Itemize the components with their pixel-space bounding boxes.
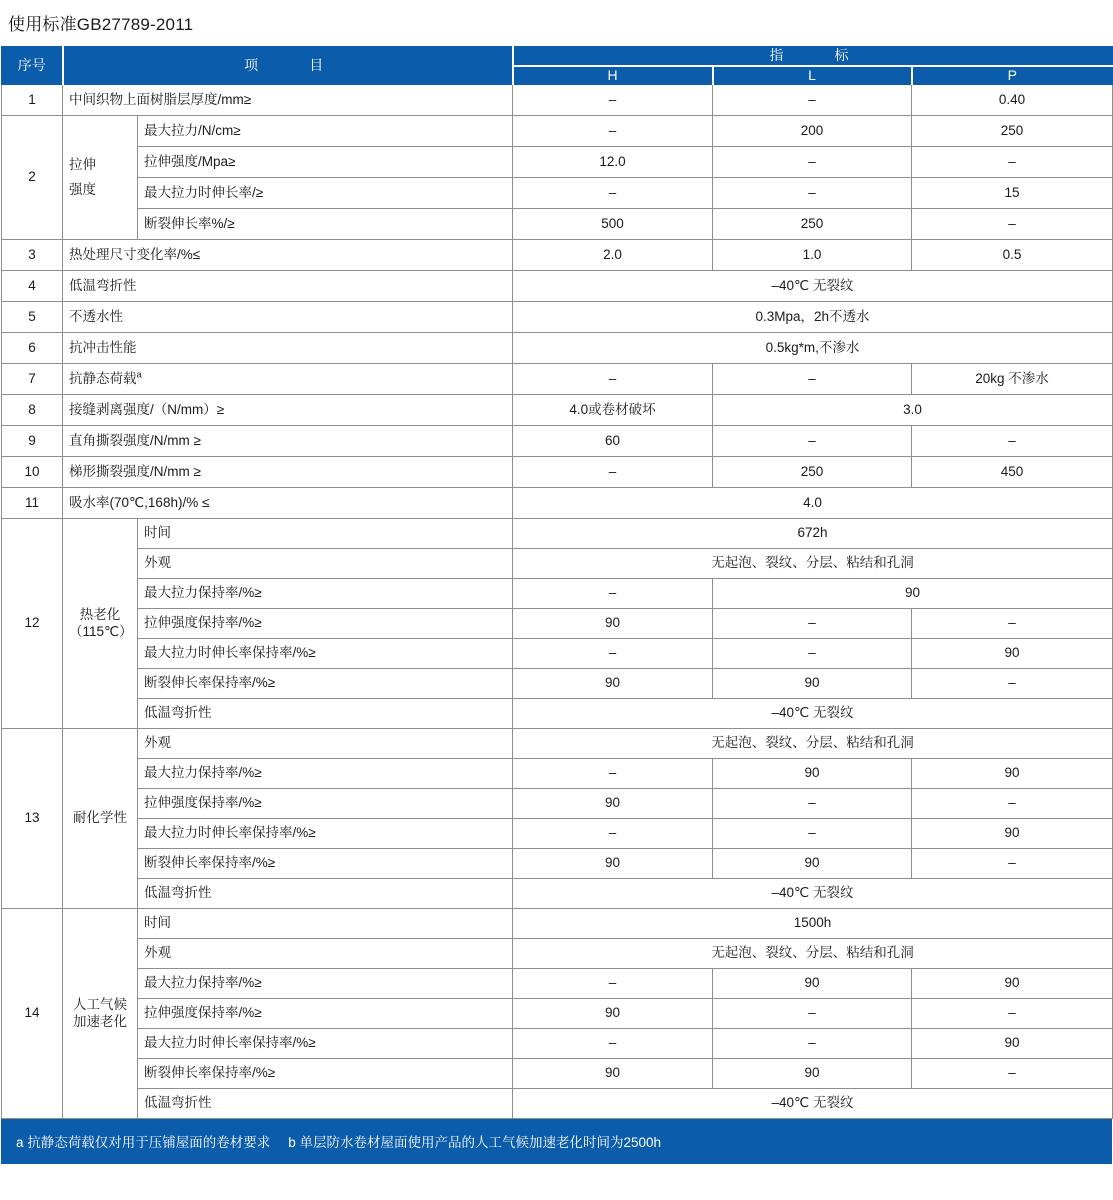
row-number: 5 — [2, 302, 63, 333]
cell-p: 90 — [912, 639, 1113, 669]
cell-h: – — [513, 819, 713, 849]
row-item-label: 吸水率(70℃,168h)/% ≤ — [63, 488, 513, 519]
table-row — [2, 759, 1113, 789]
cell-merged-lp: 3.0 — [713, 395, 1113, 426]
table-row — [2, 669, 1113, 699]
table-row — [2, 333, 1113, 364]
cell-p: 250 — [912, 116, 1113, 147]
row-number: 3 — [2, 240, 63, 271]
table-body — [2, 85, 1113, 1119]
footnote-a: a 抗静态荷载仅对用于压铺屋面的卷材要求 — [16, 1135, 271, 1150]
cell-l: 90 — [713, 1059, 912, 1089]
row-number: 11 — [2, 488, 63, 519]
row-item-label: 热处理尺寸变化率/%≤ — [63, 240, 513, 271]
cell-l: – — [713, 789, 912, 819]
sub-item-label: 拉伸强度保持率/%≥ — [138, 609, 513, 639]
cell-h: – — [513, 364, 713, 395]
cell-h: 2.0 — [513, 240, 713, 271]
cell-l: – — [713, 1029, 912, 1059]
cell-p: 90 — [912, 819, 1113, 849]
cell-p: 20kg 不渗水 — [912, 364, 1113, 395]
table-row — [2, 939, 1113, 969]
table-row — [2, 699, 1113, 729]
cell-h: – — [513, 759, 713, 789]
row-number: 12 — [2, 519, 63, 729]
table-row — [2, 457, 1113, 488]
row-number: 6 — [2, 333, 63, 364]
table-row — [2, 909, 1113, 939]
cell-merged-index: 无起泡、裂纹、分层、粘结和孔洞 — [513, 729, 1113, 759]
table-row — [2, 178, 1113, 209]
row-item-label: 抗冲击性能 — [63, 333, 513, 364]
table-row — [2, 426, 1113, 457]
table-row — [2, 364, 1113, 395]
sub-item-label: 最大拉力时伸长率保持率/%≥ — [138, 1029, 513, 1059]
cell-p: – — [912, 609, 1113, 639]
cell-p: – — [912, 669, 1113, 699]
cell-p: – — [912, 147, 1113, 178]
cell-merged-lp: 90 — [713, 579, 1113, 609]
cell-l: 200 — [713, 116, 912, 147]
cell-l: 90 — [713, 849, 912, 879]
cell-l: 250 — [713, 457, 912, 488]
table-row — [2, 1089, 1113, 1119]
cell-p: 90 — [912, 969, 1113, 999]
header-col-p: P — [912, 66, 1113, 85]
sub-item-label: 最大拉力时伸长率/≥ — [138, 178, 513, 209]
table-row — [2, 1059, 1113, 1089]
cell-h: 90 — [513, 609, 713, 639]
sub-item-label: 断裂伸长率保持率/%≥ — [138, 849, 513, 879]
table-row — [2, 879, 1113, 909]
table-row — [2, 639, 1113, 669]
row-group-label-line1: 拉伸 — [69, 156, 96, 172]
sub-item-label: 拉伸强度/Mpa≥ — [138, 147, 513, 178]
cell-merged-index: 无起泡、裂纹、分层、粘结和孔洞 — [513, 549, 1113, 579]
page-title: 使用标准GB27789-2011 — [8, 15, 194, 34]
table-row — [2, 819, 1113, 849]
cell-merged-index: 4.0 — [513, 488, 1113, 519]
sub-item-label: 拉伸强度保持率/%≥ — [138, 789, 513, 819]
sub-item-label: 断裂伸长率保持率/%≥ — [138, 669, 513, 699]
cell-l: 1.0 — [713, 240, 912, 271]
row-item-label: 中间织物上面树脂层厚度/mm≥ — [63, 85, 513, 116]
cell-l: – — [713, 426, 912, 457]
sub-item-label: 低温弯折性 — [138, 699, 513, 729]
cell-h: – — [513, 969, 713, 999]
cell-p: – — [912, 789, 1113, 819]
row-number: 9 — [2, 426, 63, 457]
cell-p: 0.5 — [912, 240, 1113, 271]
row-number: 2 — [2, 116, 63, 240]
row-group-label: 热老化（115℃） — [63, 519, 138, 729]
row-group-label: 人工气候加速老化 — [63, 909, 138, 1119]
sub-item-label: 外观 — [138, 729, 513, 759]
cell-h: – — [513, 85, 713, 116]
cell-p: – — [912, 209, 1113, 240]
cell-h: – — [513, 1029, 713, 1059]
specification-table — [1, 46, 1113, 1119]
cell-h: 4.0或卷材破坏 — [513, 395, 713, 426]
row-item-label: 直角撕裂强度/N/mm ≥ — [63, 426, 513, 457]
sub-item-label: 拉伸强度保持率/%≥ — [138, 999, 513, 1029]
table-row — [2, 1029, 1113, 1059]
sub-item-label: 最大拉力保持率/%≥ — [138, 579, 513, 609]
cell-l: – — [713, 178, 912, 209]
cell-l: – — [713, 85, 912, 116]
row-item-label: 梯形撕裂强度/N/mm ≥ — [63, 457, 513, 488]
table-row — [2, 549, 1113, 579]
table-row — [2, 488, 1113, 519]
table-row — [2, 209, 1113, 240]
table-row — [2, 849, 1113, 879]
cell-h: 90 — [513, 789, 713, 819]
sub-item-label: 最大拉力保持率/%≥ — [138, 759, 513, 789]
row-number: 8 — [2, 395, 63, 426]
cell-p: 450 — [912, 457, 1113, 488]
table-row — [2, 609, 1113, 639]
cell-merged-index: –40℃ 无裂纹 — [513, 879, 1113, 909]
cell-merged-index: 无起泡、裂纹、分层、粘结和孔洞 — [513, 939, 1113, 969]
table-row — [2, 519, 1113, 549]
cell-l: – — [713, 639, 912, 669]
cell-p: 15 — [912, 178, 1113, 209]
sub-item-label: 低温弯折性 — [138, 879, 513, 909]
cell-h: 500 — [513, 209, 713, 240]
row-group-label-line2: 强度 — [69, 181, 96, 197]
cell-h: 12.0 — [513, 147, 713, 178]
sub-item-label: 时间 — [138, 909, 513, 939]
sub-item-label: 断裂伸长率%/≥ — [138, 209, 513, 240]
table-row — [2, 999, 1113, 1029]
cell-h: 90 — [513, 999, 713, 1029]
footnote-b: b 单层防水卷材屋面使用产品的人工气候加速老化时间为2500h — [288, 1135, 662, 1150]
table-row — [2, 969, 1113, 999]
row-item-label: 不透水性 — [63, 302, 513, 333]
cell-p: – — [912, 426, 1113, 457]
cell-p: – — [912, 849, 1113, 879]
sub-item-label: 外观 — [138, 939, 513, 969]
cell-l: – — [713, 819, 912, 849]
cell-h: 90 — [513, 669, 713, 699]
table-row — [2, 147, 1113, 178]
cell-l: 90 — [713, 759, 912, 789]
cell-h: – — [513, 639, 713, 669]
sub-item-label: 外观 — [138, 549, 513, 579]
cell-h: 90 — [513, 1059, 713, 1089]
cell-h: 90 — [513, 849, 713, 879]
cell-merged-index: –40℃ 无裂纹 — [513, 1089, 1113, 1119]
cell-h: – — [513, 579, 713, 609]
cell-p: 0.40 — [912, 85, 1113, 116]
cell-l: 250 — [713, 209, 912, 240]
table-row — [2, 302, 1113, 333]
table-row — [2, 240, 1113, 271]
row-item-label: 低温弯折性 — [63, 271, 513, 302]
cell-l: 90 — [713, 669, 912, 699]
cell-merged-index: –40℃ 无裂纹 — [513, 699, 1113, 729]
sub-item-label: 最大拉力保持率/%≥ — [138, 969, 513, 999]
sub-item-label: 最大拉力时伸长率保持率/%≥ — [138, 819, 513, 849]
cell-h: – — [513, 178, 713, 209]
sub-item-label: 最大拉力时伸长率保持率/%≥ — [138, 639, 513, 669]
row-number: 7 — [2, 364, 63, 395]
row-item-label: 接缝剥离强度/（N/mm）≥ — [63, 395, 513, 426]
cell-merged-index: 0.5kg*m,不渗水 — [513, 333, 1113, 364]
header-col-h: H — [513, 66, 713, 85]
table-footnote — [1, 1119, 1112, 1164]
row-number: 10 — [2, 457, 63, 488]
table-row — [2, 271, 1113, 302]
cell-l: – — [713, 364, 912, 395]
cell-merged-index: 672h — [513, 519, 1113, 549]
cell-p: – — [912, 1059, 1113, 1089]
sub-item-label: 最大拉力/N/cm≥ — [138, 116, 513, 147]
table-row — [2, 395, 1113, 426]
table-row — [2, 85, 1113, 116]
row-item-text: 抗静态荷载 — [69, 370, 137, 386]
sub-item-label: 断裂伸长率保持率/%≥ — [138, 1059, 513, 1089]
cell-l: – — [713, 147, 912, 178]
row-group-label: 耐化学性 — [63, 729, 138, 909]
table-row — [2, 729, 1113, 759]
header-col-index: 指 标 — [513, 47, 1113, 66]
cell-h: – — [513, 116, 713, 147]
cell-merged-index: –40℃ 无裂纹 — [513, 271, 1113, 302]
row-number: 13 — [2, 729, 63, 909]
row-number: 4 — [2, 271, 63, 302]
row-group-label — [63, 116, 138, 240]
cell-l: 90 — [713, 969, 912, 999]
row-number: 1 — [2, 85, 63, 116]
cell-l: – — [713, 609, 912, 639]
cell-l: – — [713, 999, 912, 1029]
row-number: 14 — [2, 909, 63, 1119]
table-header — [2, 47, 1113, 85]
table-row — [2, 116, 1113, 147]
cell-merged-index: 1500h — [513, 909, 1113, 939]
cell-p: 90 — [912, 759, 1113, 789]
header-col-no: 序号 — [2, 47, 63, 85]
sub-item-label: 时间 — [138, 519, 513, 549]
header-col-item: 项 目 — [63, 47, 513, 85]
cell-merged-index: 0.3Mpa，2h不透水 — [513, 302, 1113, 333]
cell-h: 60 — [513, 426, 713, 457]
footnote-marker-a: a — [136, 369, 142, 381]
table-row — [2, 579, 1113, 609]
cell-p: – — [912, 999, 1113, 1029]
sub-item-label: 低温弯折性 — [138, 1089, 513, 1119]
cell-h: – — [513, 457, 713, 488]
table-row — [2, 789, 1113, 819]
row-item-label — [63, 364, 513, 395]
header-col-l: L — [713, 66, 912, 85]
cell-p: 90 — [912, 1029, 1113, 1059]
